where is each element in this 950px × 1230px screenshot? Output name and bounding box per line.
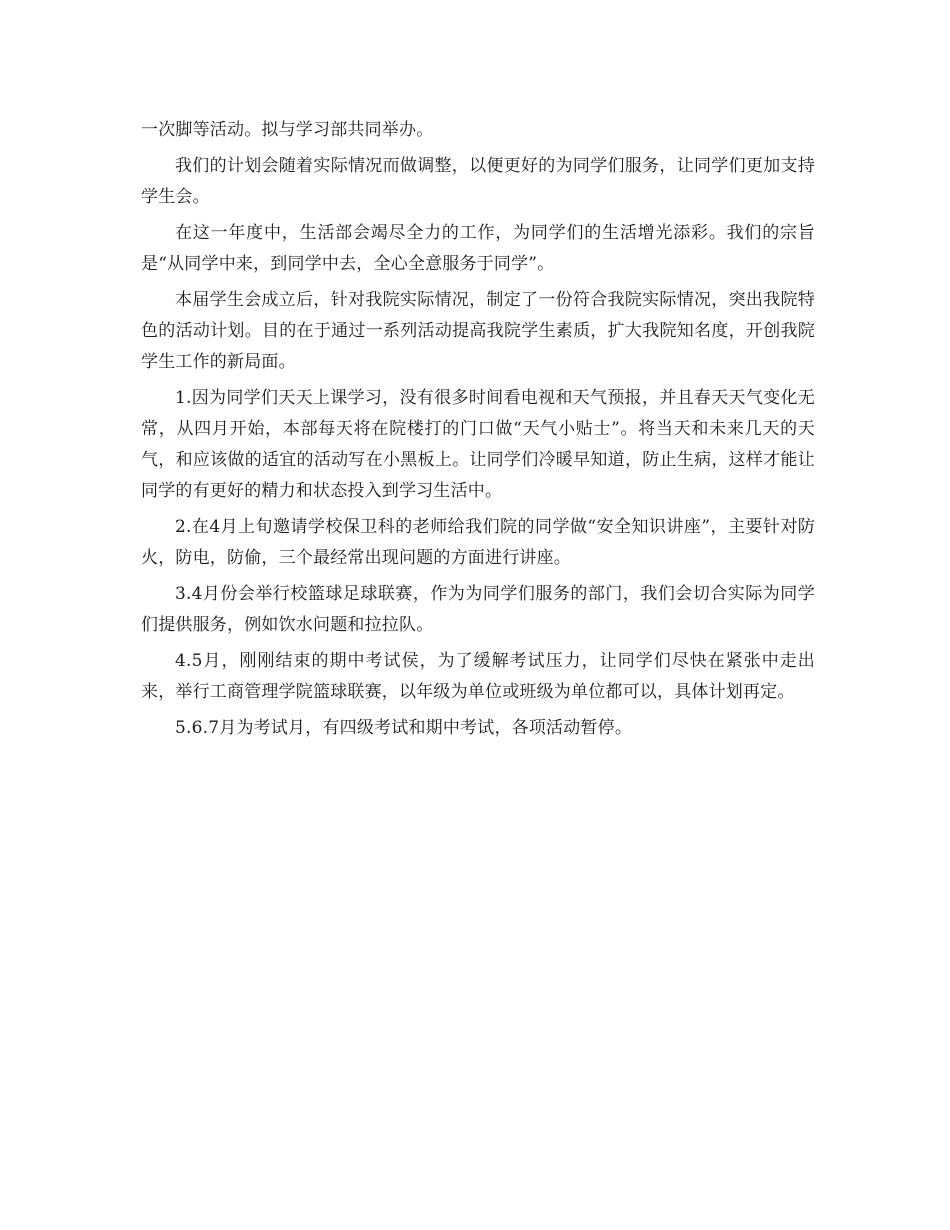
list-item-5: 5.6.7月为考试月，有四级考试和期中考试，各项活动暂停。 [175, 718, 633, 738]
paragraph-1: 一次脚等活动。拟与学习部共同举办。 [141, 120, 434, 140]
document-body [141, 115, 815, 749]
list-item-1: 1.因为同学们天天上课学习，没有很多时间看电视和天气预报，并且春天天气变化无常，从四月开始，本部每天将在院楼打的门口做“天气小贴士”。将当天和未来几天的天气，和应该做的适宜的活动写在小黑板上。让同学们冷暖早知道，防止生病，这样才能让同学的有更好的精力和状态投入到学习生活中。 [141, 388, 815, 501]
paragraph-2: 我们的计划会随着实际情况而做调整，以便更好的为同学们服务，让同学们更加支持学生会。 [141, 156, 815, 207]
paragraph-3: 在这一年度中，生活部会竭尽全力的工作，为同学们的生活增光添彩。我们的宗旨是“从同学中来，到同学中去，全心全意服务于同学”。 [141, 223, 815, 274]
list-item-3: 3.4月份会举行校篮球足球联赛，作为为同学们服务的部门，我们会切合实际为同学们提供服务，例如饮水问题和拉拉队。 [141, 584, 815, 635]
list-item-4: 4.5月，刚刚结束的期中考试侯，为了缓解考试压力，让同学们尽快在紧张中走出来，举行工商管理学院篮球联赛，以年级为单位或班级为单位都可以，具体计划再定。 [141, 651, 815, 702]
paragraph-4: 本届学生会成立后，针对我院实际情况，制定了一份符合我院实际情况，突出我院特色的活动计划。目的在于通过一系列活动提高我院学生素质，扩大我院知名度，开创我院学生工作的新局面。 [141, 290, 815, 372]
list-item-2: 2.在4月上旬邀请学校保卫科的老师给我们院的同学做“安全知识讲座”，主要针对防火，防电，防偷，三个最经常出现问题的方面进行讲座。 [141, 517, 815, 568]
